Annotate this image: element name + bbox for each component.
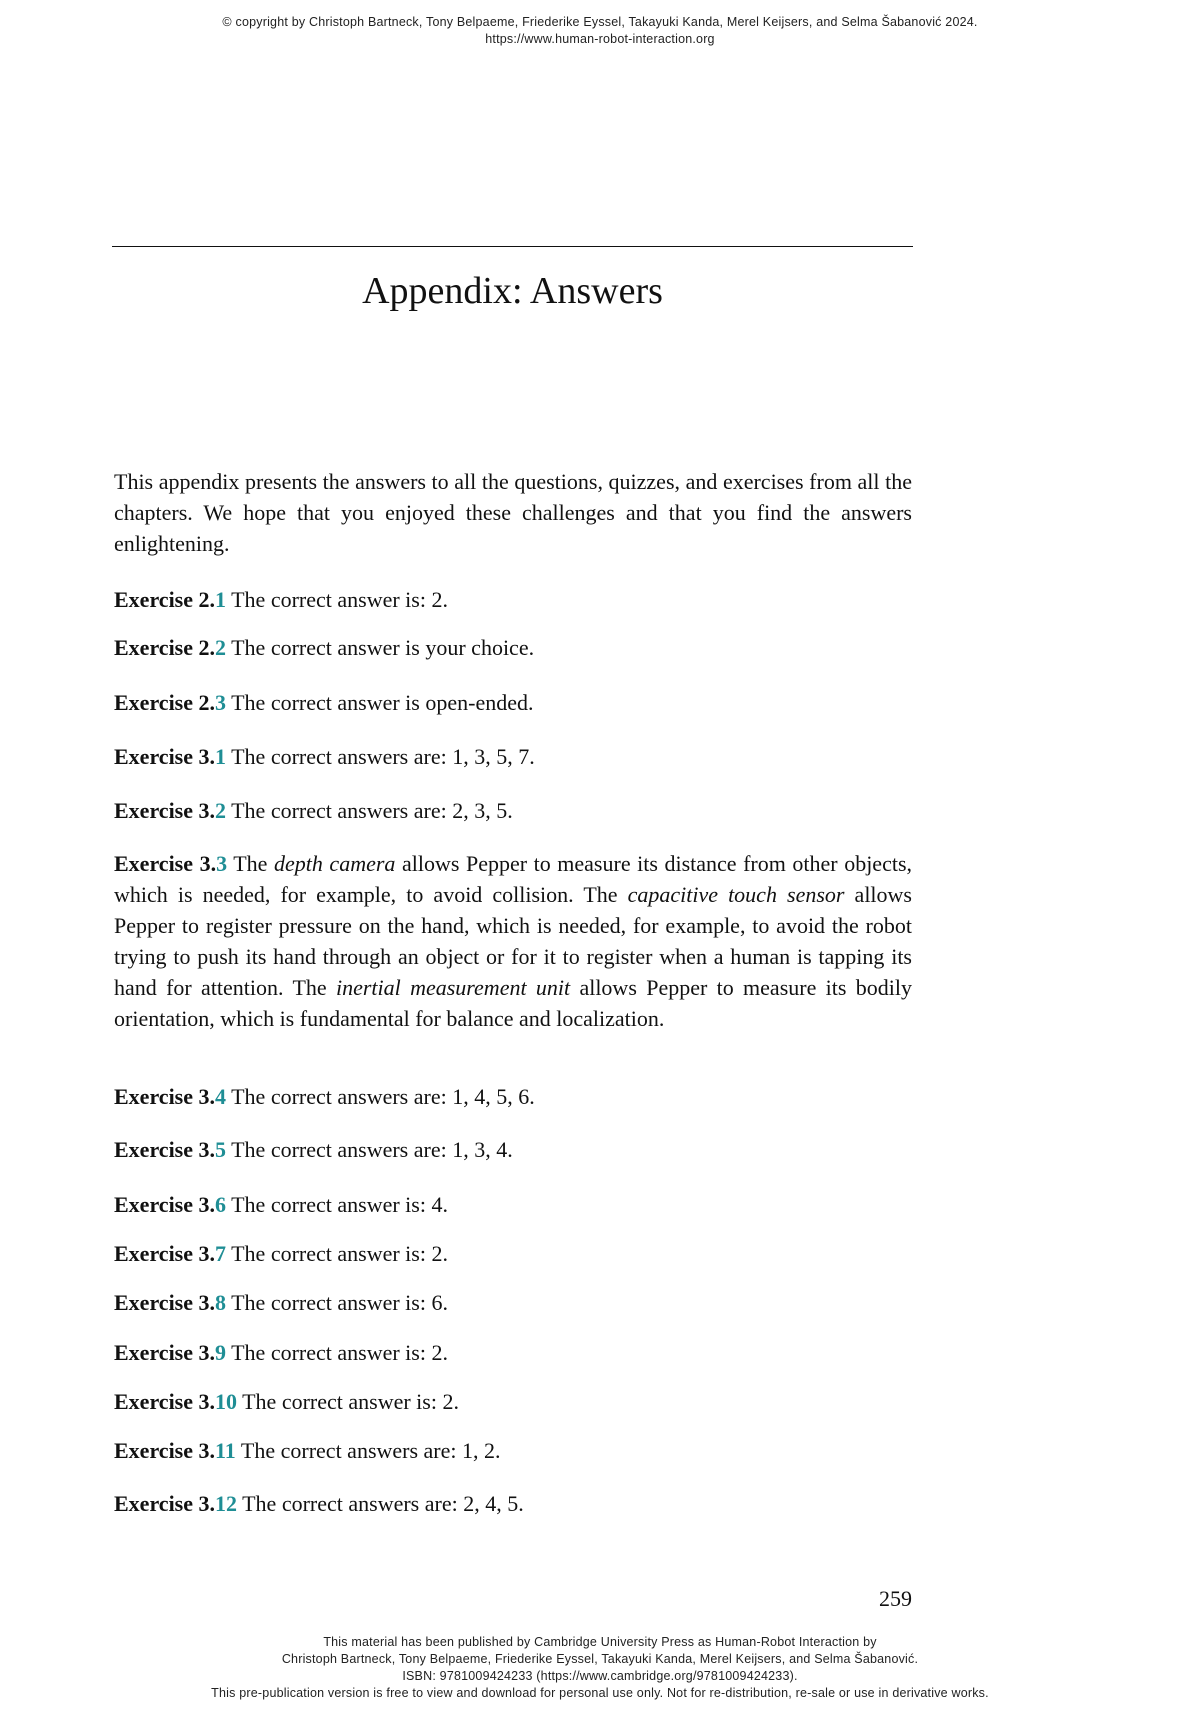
exercise-label: Exercise 3.	[114, 1491, 216, 1516]
exercise-label: Exercise 3.	[114, 1084, 216, 1109]
footer-line: This material has been published by Cambridge University Press as Human-Robot Interaction by	[323, 1635, 877, 1649]
answer-text: The correct answer is: 2.	[226, 1340, 448, 1365]
answer-text: The correct answers are: 2, 4, 5.	[237, 1491, 524, 1516]
answer-text: The correct answers are: 1, 3, 4.	[226, 1137, 513, 1162]
answer-text: allows Pepper to measure its bodily orientation, which is fundamental for balance and localization.	[114, 975, 912, 1031]
answer-text: The correct answers are: 1, 3, 5, 7.	[226, 744, 535, 769]
answer-text: The correct answers are: 1, 2.	[235, 1438, 501, 1463]
exercise-number-link[interactable]: 3	[216, 851, 228, 876]
answer-text: The correct answer is your choice.	[226, 635, 535, 660]
exercise-answer	[114, 1287, 912, 1318]
exercise-number-link[interactable]: 7	[215, 1241, 227, 1266]
footer-line: This pre-publication version is free to view and download for personal use only. Not for re-distribution, re-sale or use in derivative works.	[211, 1686, 989, 1700]
answer-text: allows Pepper to register pressure on the hand, which is needed, for example, to avoid the robot trying to push its hand through an object or for it to register when a human is tapping its hand for attention. The	[114, 882, 912, 1000]
exercise-answer	[114, 795, 912, 826]
exercise-label: Exercise 3.	[114, 1389, 216, 1414]
exercise-label: Exercise 3.	[114, 1340, 216, 1365]
website-link[interactable]: https://www.human-robot-interaction.org	[485, 32, 715, 46]
page-title: Appendix: Answers	[362, 270, 663, 312]
footer-isbn-line: ISBN: 9781009424233 (https://www.cambridge.org/9781009424233).	[402, 1669, 798, 1683]
exercise-number-link[interactable]: 4	[215, 1084, 227, 1109]
answer-text: allows Pepper to measure its distance from other objects, which is needed, for example, to avoid collision. The	[114, 851, 913, 907]
exercise-number-link[interactable]: 1	[215, 744, 227, 769]
exercise-label: Exercise 3.	[114, 1241, 216, 1266]
copyright-line: © copyright by Christoph Bartneck, Tony Belpaeme, Friederike Eyssel, Takayuki Kanda, Merel Keijsers, and Selma Šabanović 2024.	[222, 15, 978, 29]
exercise-number-link[interactable]: 2	[215, 798, 227, 823]
exercise-answer	[114, 687, 912, 718]
answer-text: The	[227, 851, 274, 876]
exercise-answer	[114, 1386, 912, 1417]
answer-text: The correct answer is: 4.	[226, 1192, 448, 1217]
exercise-answer	[114, 1337, 912, 1368]
exercise-label: Exercise 3.	[114, 851, 217, 876]
exercise-answer	[114, 1081, 912, 1112]
copyright-header	[0, 14, 1200, 48]
exercise-number-link[interactable]: 12	[215, 1491, 238, 1516]
publisher-footer	[0, 1634, 1200, 1702]
exercise-answer	[114, 741, 912, 772]
exercise-label: Exercise 3.	[114, 1290, 216, 1315]
exercise-label: Exercise 3.	[114, 1192, 216, 1217]
answer-text: The correct answer is: 2.	[226, 1241, 448, 1266]
exercise-number-link[interactable]: 1	[215, 587, 227, 612]
exercise-number-link[interactable]: 2	[215, 635, 227, 660]
exercise-label: Exercise 3.	[114, 798, 216, 823]
exercise-label: Exercise 2.	[114, 587, 216, 612]
exercise-number-link[interactable]: 8	[215, 1290, 227, 1315]
exercise-answer	[114, 1435, 912, 1466]
answer-text: The correct answer is: 2.	[226, 587, 448, 612]
exercise-answer-long	[114, 848, 912, 1034]
exercise-number-link[interactable]: 5	[215, 1137, 227, 1162]
exercise-number-link[interactable]: 10	[215, 1389, 238, 1414]
term-capacitive-touch-sensor: capacitive touch sensor	[627, 882, 845, 907]
term-depth-camera: depth camera	[274, 851, 396, 876]
term-inertial-measurement-unit: inertial measurement unit	[335, 975, 571, 1000]
answer-text: The correct answer is open-ended.	[226, 690, 534, 715]
exercise-number-link[interactable]: 9	[215, 1340, 227, 1365]
exercise-label: Exercise 3.	[114, 1438, 216, 1463]
intro-paragraph: This appendix presents the answers to all the questions, quizzes, and exercises from all the chapters. We hope that you enjoyed these challenges and that you find the answers enlightening.	[114, 469, 912, 556]
exercise-answer	[114, 1238, 912, 1269]
exercise-label: Exercise 2.	[114, 690, 216, 715]
exercise-answer	[114, 1134, 912, 1165]
exercise-number-link[interactable]: 6	[215, 1192, 227, 1217]
exercise-number-link[interactable]: 11	[215, 1438, 236, 1463]
answer-text: The correct answers are: 1, 4, 5, 6.	[226, 1084, 535, 1109]
footer-line: Christoph Bartneck, Tony Belpaeme, Friederike Eyssel, Takayuki Kanda, Merel Keijsers, and Selma Šabanović.	[281, 1652, 919, 1666]
answer-text: The correct answer is: 6.	[226, 1290, 448, 1315]
exercise-label: Exercise 3.	[114, 1137, 216, 1162]
exercise-answer	[114, 632, 912, 663]
exercise-answer	[114, 1488, 912, 1519]
exercise-number-link[interactable]: 3	[215, 690, 227, 715]
exercise-label: Exercise 3.	[114, 744, 216, 769]
exercise-answer	[114, 584, 912, 615]
exercise-label: Exercise 2.	[114, 635, 216, 660]
title-rule	[112, 246, 913, 247]
answer-text: The correct answer is: 2.	[237, 1389, 459, 1414]
answer-text: The correct answers are: 2, 3, 5.	[226, 798, 513, 823]
page-number: 259	[879, 1586, 912, 1611]
exercise-answer	[114, 1189, 912, 1220]
